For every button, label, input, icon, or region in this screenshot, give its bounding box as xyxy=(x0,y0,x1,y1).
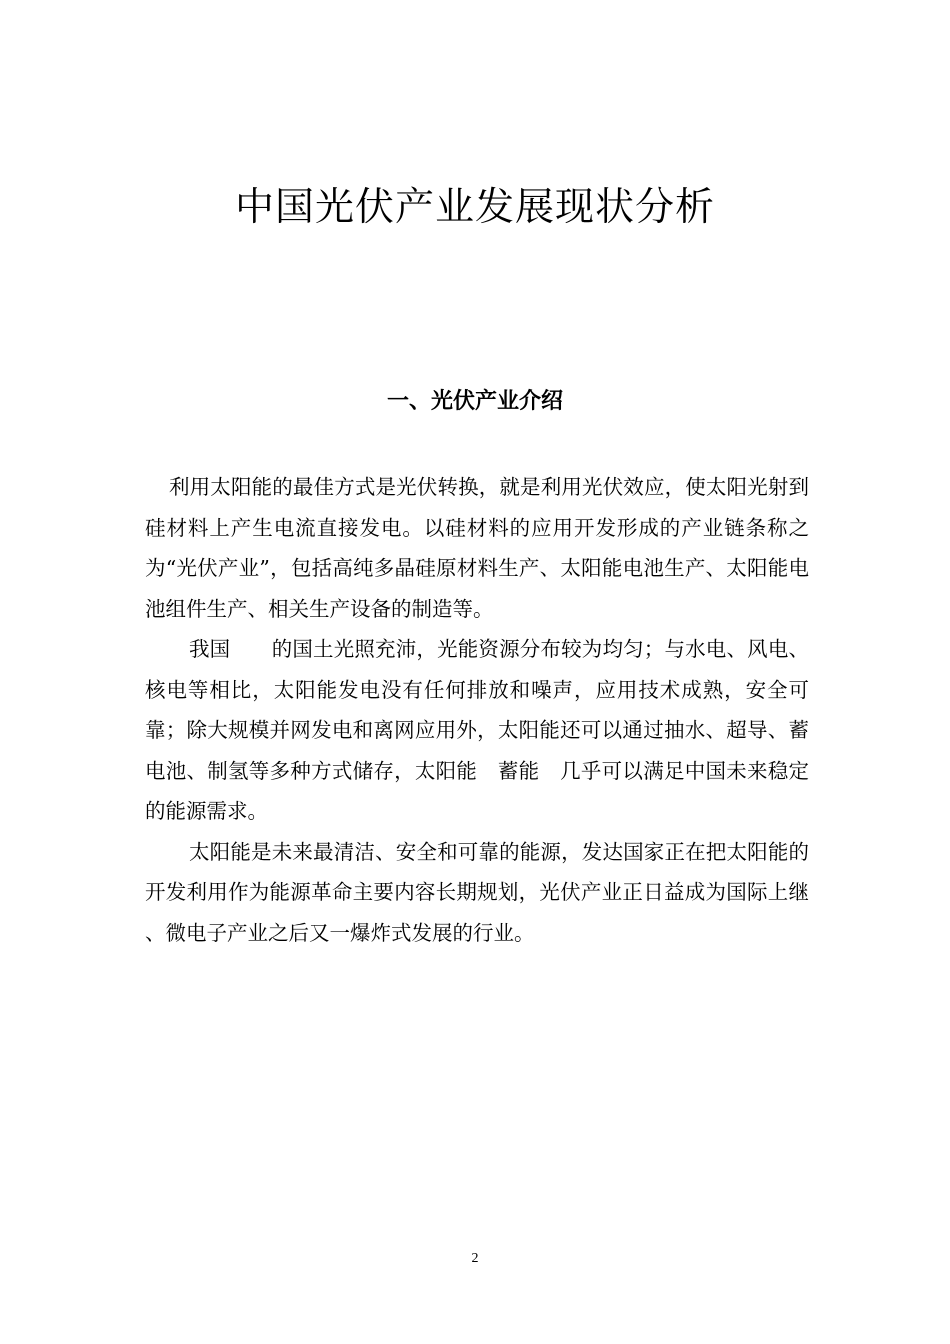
document-title: 中国光伏产业发展现状分析 xyxy=(234,185,715,230)
paragraph-3: 太阳能是未来最清洁、安全和可靠的能源，发达国家正在把太阳能的开发利用作为能源革命主要内容长期规划，光伏产业正日益成为国际上继 、微电子产业之后又一爆炸式发展的行业。 xyxy=(145,839,850,945)
page-number: 2 xyxy=(471,1251,479,1266)
paragraph-2: 我国 的国土光照充沛，光能资源分布较为均匀；与水电、风电、核电等相比，太阳能发电没有任何排放和噪声，应用技术成熟，安全可靠；除大规模并网发电和离网应用外，太阳能还可以通过抽水、超导、蓄电池、制氢等多种方式储存，太阳能 蓄能 几乎可以满足中国未来稳定的能源需求。 xyxy=(145,637,809,823)
paragraph-1: 利用太阳能的最佳方式是光伏转换，就是利用光伏效应，使太阳光射到硅材料上产生电流直接发电。以硅材料的应用开发形成的产业链条称之为“光伏产业”，包括高纯多晶硅原材料生产、太阳能电池生产、太阳能电池组件生产、相关生产设备的制造等。 xyxy=(145,475,809,621)
section-heading: 一、光伏产业介绍 xyxy=(386,389,563,414)
document-body xyxy=(145,467,850,953)
